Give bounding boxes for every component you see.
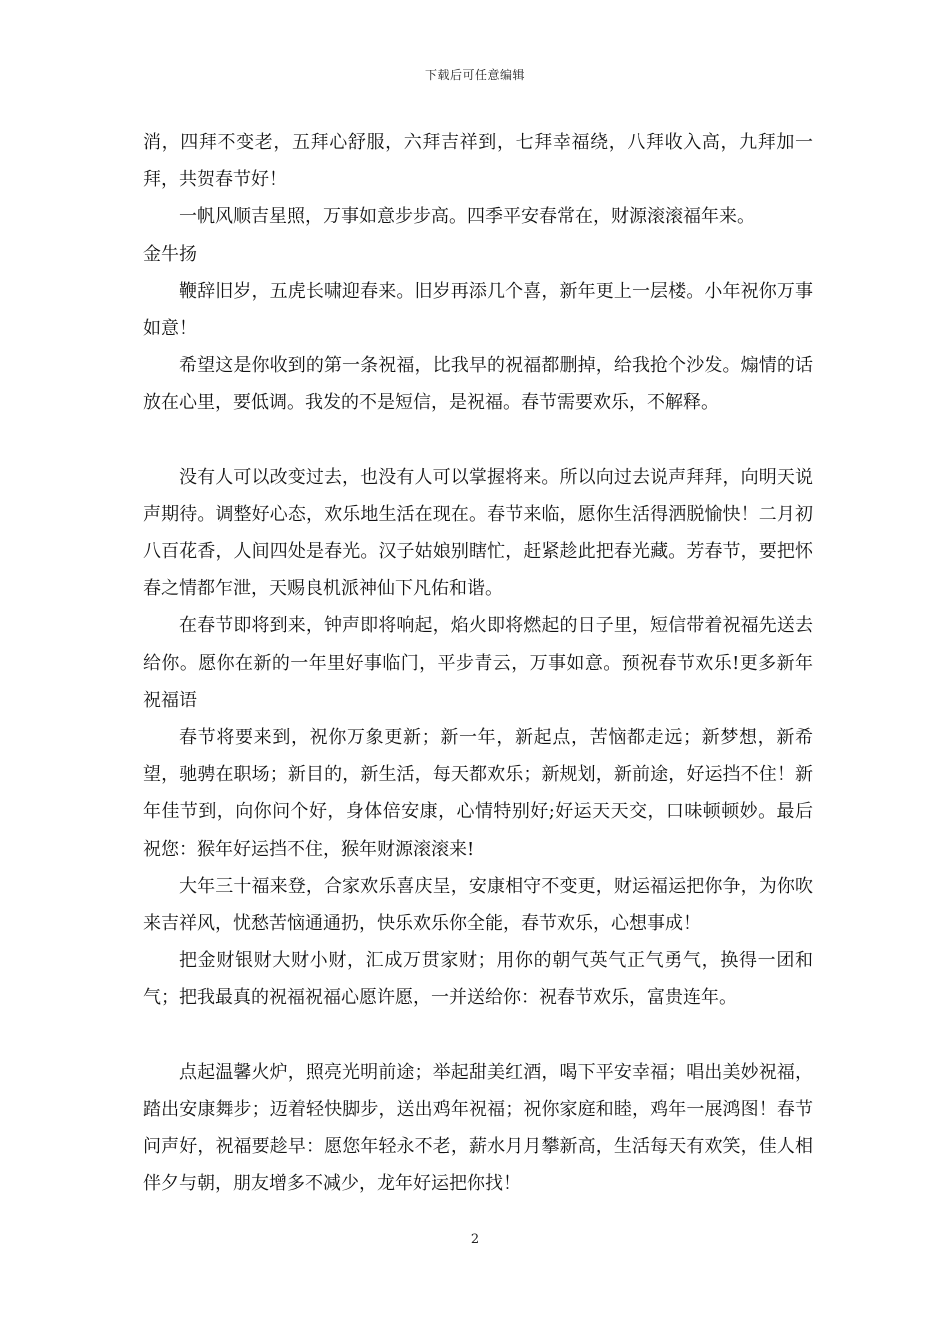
page-header: 下载后可任意编辑: [424, 68, 525, 82]
paragraph: 鞭辞旧岁，五虎长啸迎春来。旧岁再添几个喜，新年更上一层楼。小年祝你万事如意！: [143, 280, 813, 340]
paragraph: 希望这是你收到的第一条祝福，比我早的祝福都删掉，给我抢个沙发。煽情的话放在心里，要低调。我发的不是短信，是祝福。春节需要欢乐，不解释。: [143, 355, 813, 414]
document-body: [143, 124, 813, 1202]
paragraph: 点起温馨火炉，照亮光明前途；举起甜美红酒，喝下平安幸福；唱出美妙祝福，踏出安康舞步；迈着轻快脚步，送出鸡年祝福；祝你家庭和睦，鸡年一展鸿图！春节问声好，祝福要趁早：愿您年轻永不老，薪水月月攀新高，生活每天有欢笑，佳人相伴夕与朝，朋友增多不减少，龙年好运把你找！: [143, 1061, 813, 1195]
paragraph: 大年三十福来登，合家欢乐喜庆呈，安康相守不变更，财运福运把你争，为你吹来吉祥风，忧愁苦恼通通扔，快乐欢乐你全能，春节欢乐，心想事成！: [143, 875, 813, 935]
paragraph: 一帆风顺吉星照，万事如意步步高。四季平安春常在，财源滚滚福年来。: [179, 206, 755, 228]
paragraph: 春节将要来到，祝你万象更新；新一年，新起点，苦恼都走远；新梦想，新希望，驰骋在职场；新目的，新生活，每天都欢乐；新规划，新前途，好运挡不住！新年佳节到，向你问个好，身体倍安康，心情特别好;好运天天交，口味顿顿妙。最后祝您：猴年好运挡不住，猴年财源滚滚来!: [143, 727, 813, 860]
page-number: 2: [470, 1232, 480, 1247]
paragraph: 在春节即将到来，钟声即将响起，焰火即将燃起的日子里，短信带着祝福先送去给你。愿你在新的一年里好事临门，平步青云，万事如意。预祝春节欢乐!更多新年祝福语: [143, 615, 813, 711]
paragraph: 把金财银财大财小财，汇成万贯家财；用你的朝气英气正气勇气，换得一团和气；把我最真的祝福祝福心愿许愿，一并送给你：祝春节欢乐，富贵连年。: [143, 950, 813, 1009]
paragraph-continued: 消，四拜不变老，五拜心舒服，六拜吉祥到，七拜幸福绕，八拜收入高，九拜加一拜，共贺春节好！: [143, 132, 813, 191]
paragraph-fragment: 金牛扬: [143, 243, 197, 265]
paragraph: 没有人可以改变过去，也没有人可以掌握将来。所以向过去说声拜拜，向明天说声期待。调整好心态，欢乐地生活在现在。春节来临，愿你生活得洒脱愉快！二月初八百花香，人间四处是春光。汉子姑娘别瞎忙，赶紧趁此把春光藏。芳春节，要把怀春之情都乍泄，天赐良机派神仙下凡佑和谐。: [143, 466, 813, 600]
